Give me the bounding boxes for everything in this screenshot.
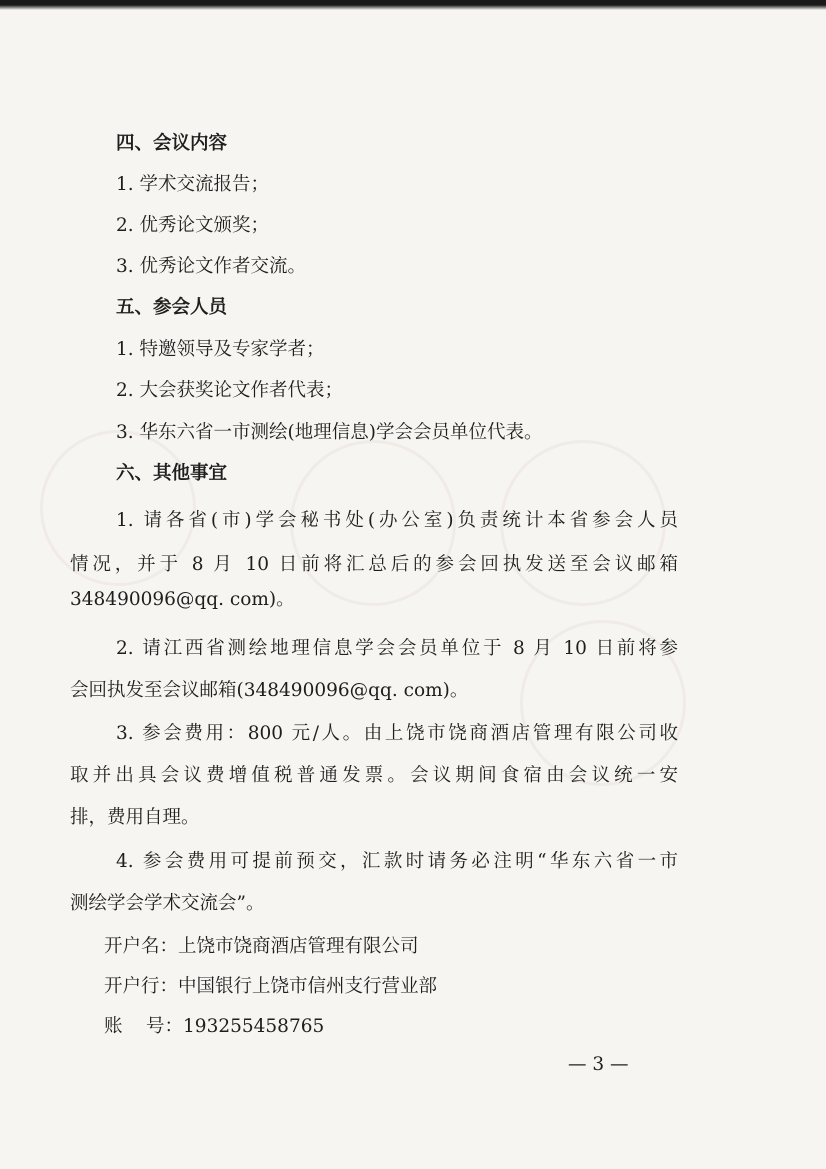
list-item: 1. 特邀领导及专家学者； [116,339,325,360]
section-heading-meeting-content: 四、会议内容 [116,133,228,154]
section-heading-attendees: 五、参会人员 [116,297,228,318]
paragraph-line: 取并出具会议费增值税普通发票。会议期间食宿由会议统一安 [70,765,678,786]
paragraph-line: 会回执发至会议邮箱(348490096@qq. com)。 [70,680,469,701]
paragraph-line: 情况，并于 8 月 10 日前将汇总后的参会回执发送至会议邮箱 [70,554,678,575]
paragraph-line: 4. 参会费用可提前预交，汇款时请务必注明“华东六省一市 [116,851,678,872]
paragraph-line: 3. 参会费用：800 元/人。由上饶市饶商酒店管理有限公司收 [116,723,678,744]
account-number-line: 账 号：193255458765 [104,1016,325,1037]
paragraph-line: 测绘学会学术交流会”。 [70,893,265,914]
account-name-line: 开户名：上饶市饶商酒店管理有限公司 [104,936,419,957]
list-item: 1. 学术交流报告； [116,174,270,195]
list-item: 3. 华东六省一市测绘(地理信息)学会会员单位代表。 [116,422,543,443]
paragraph-line: 348490096@qq. com)。 [70,589,295,610]
list-item: 3. 优秀论文作者交流。 [116,256,307,277]
account-bank-line: 开户行：中国银行上饶市信州支行营业部 [104,976,438,997]
scan-edge [0,0,826,10]
paragraph-line: 排，费用自理。 [70,807,200,828]
page-number: — 3 — [568,1054,629,1075]
list-item: 2. 大会获奖论文作者代表； [116,380,344,401]
paragraph-line: 1. 请各省(市)学会秘书处(办公室)负责统计本省参会人员 [116,510,678,531]
section-heading-other-matters: 六、其他事宜 [116,463,228,484]
list-item: 2. 优秀论文颁奖； [116,215,270,236]
paragraph-line: 2. 请江西省测绘地理信息学会会员单位于 8 月 10 日前将参 [116,638,678,659]
